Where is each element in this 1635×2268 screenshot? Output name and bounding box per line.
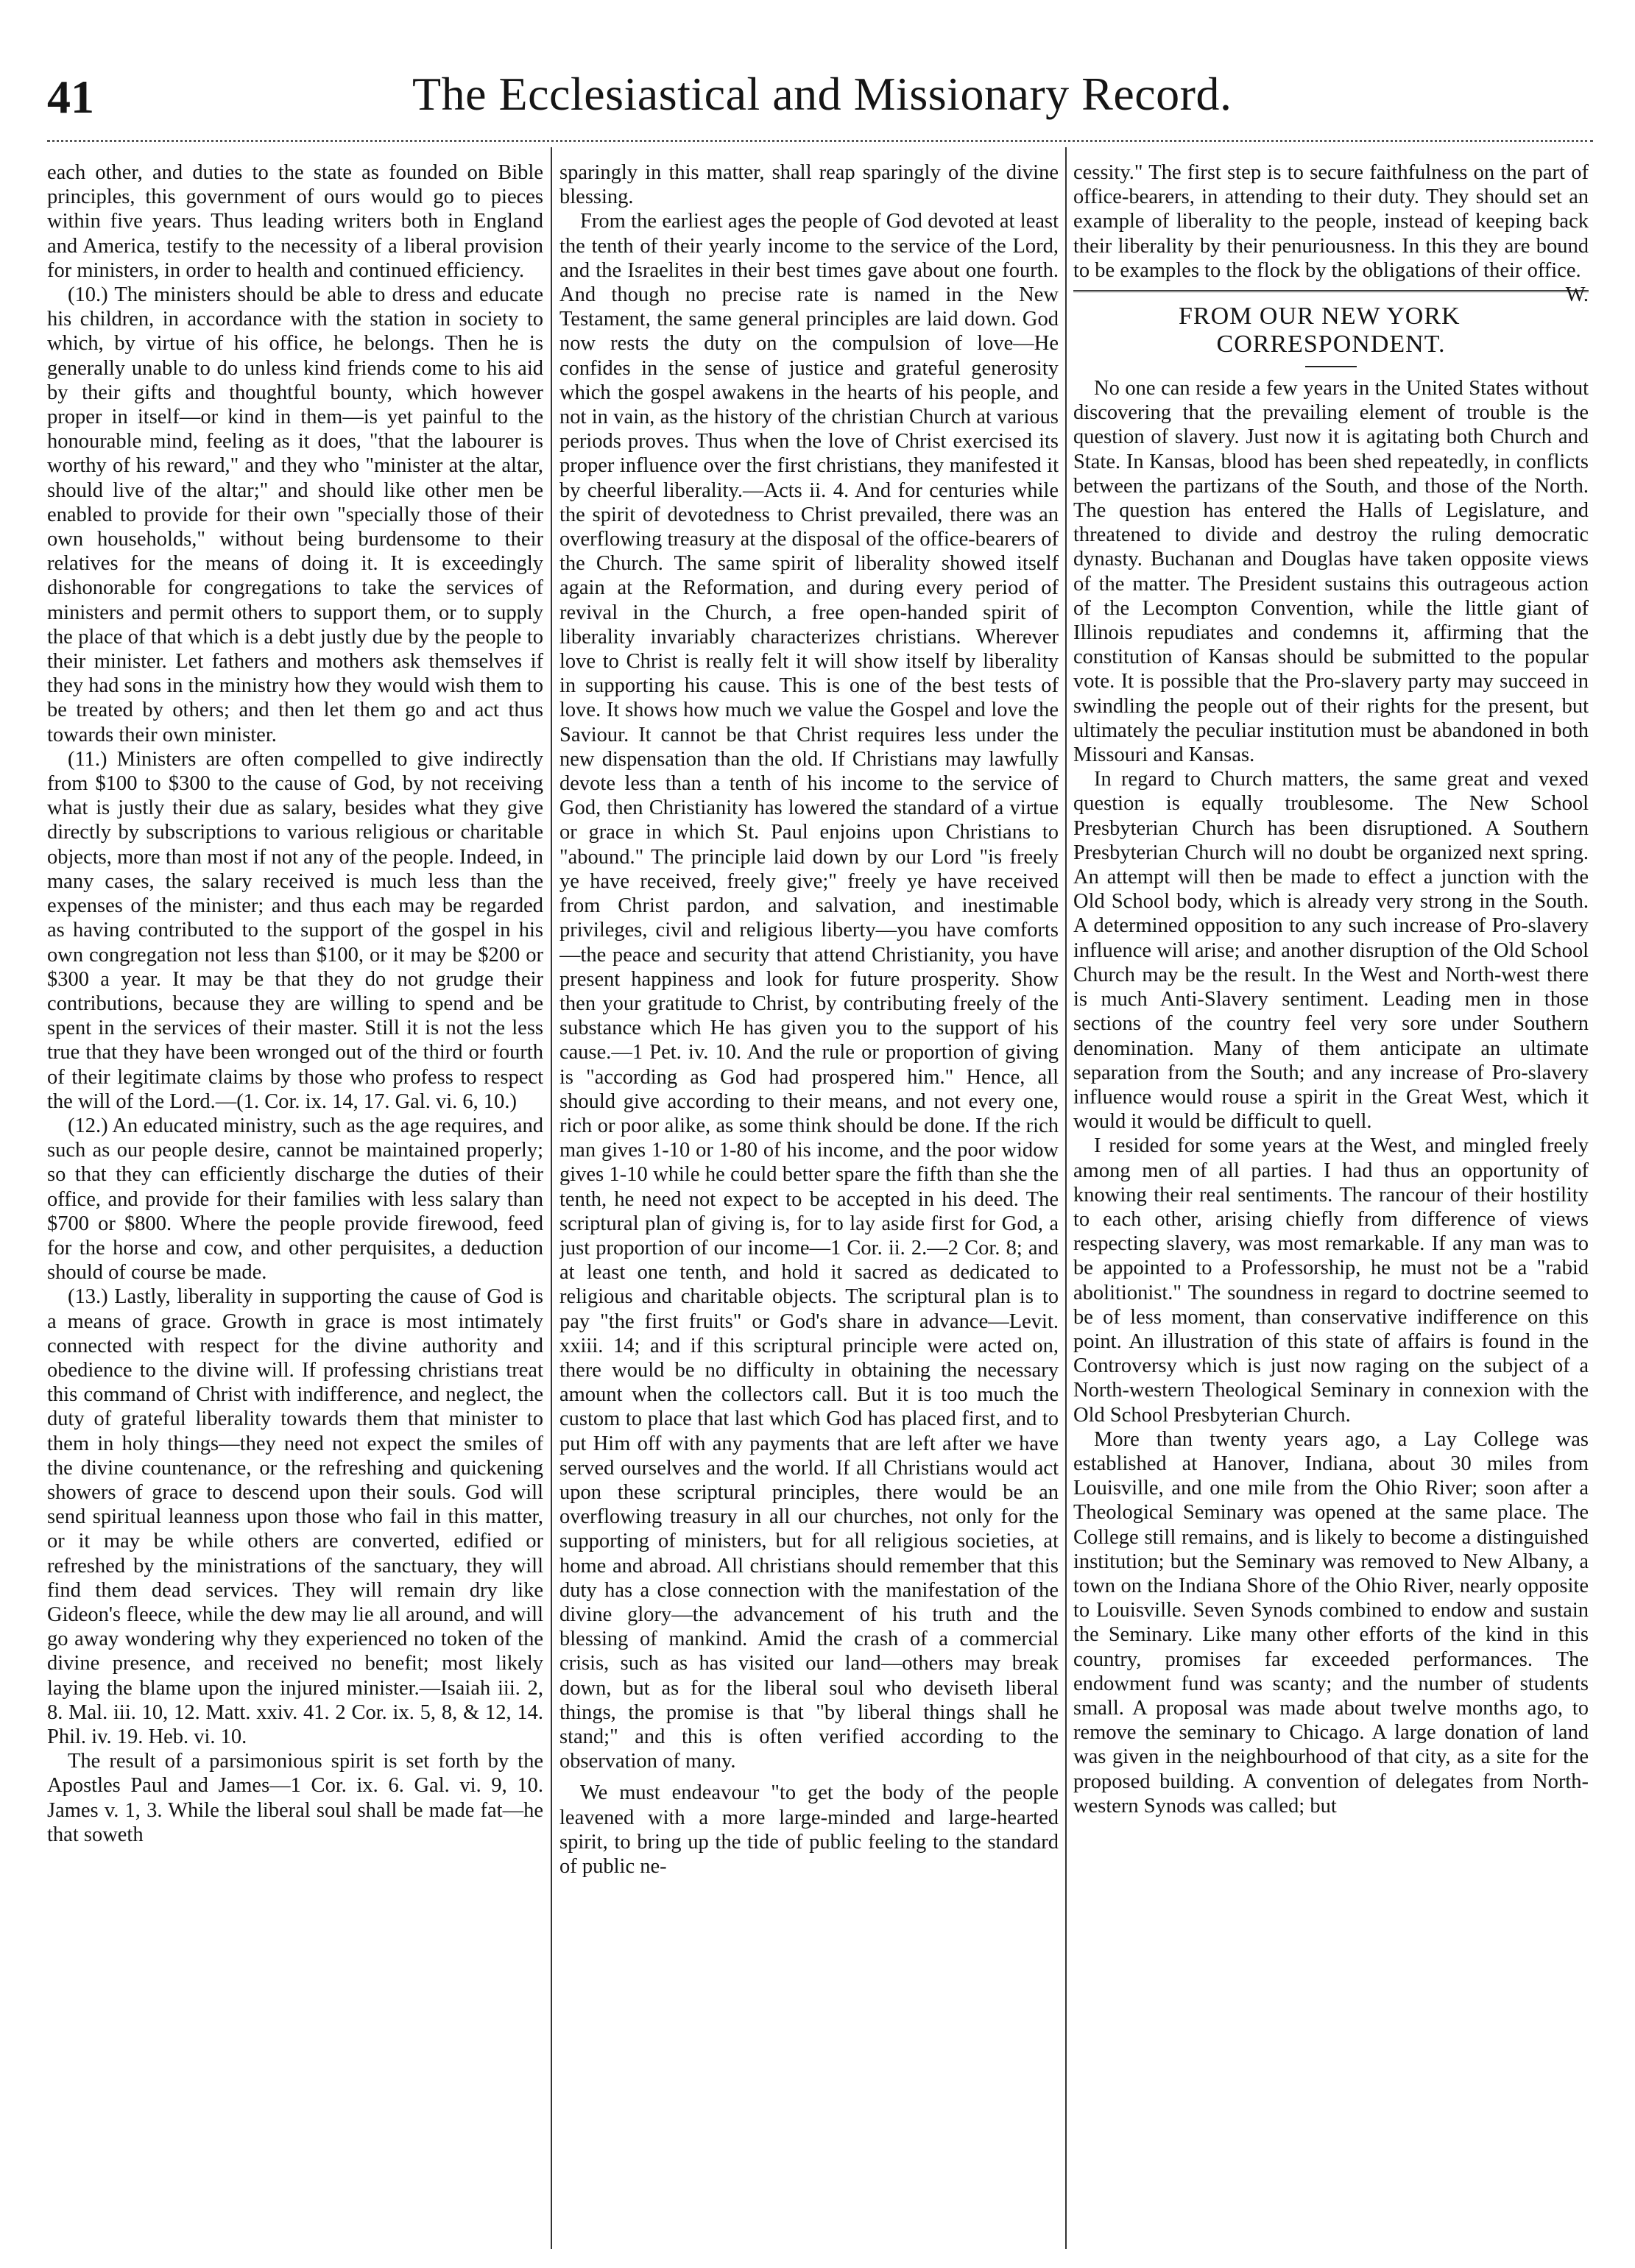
paragraph: (13.) Lastly, liberality in supporting the cause of God is a means of grace. Growth in grace is most intimately connected with respect for the divine authority and obedience to the divine will. If professing christians treat this command of Christ with indifference, and neglect, the duty of grateful liberality towards them that minister to them in holy things—they need not expect the smiles of the divine countenance, or the refreshing and quickening showers of grace to descend upon their souls. God will send spiritual leanness upon those who fail in this matter, or it may be while others are converted, edified or refreshed by the ministrations of the sanctuary, they will find them dead services. They will remain dry like Gideon's fleece, while the dew may lie all around, and will go away wondering why they experienced no token of the divine presence, and received no benefit; most likely laying the blame upon the injured minister.—Isaiah iii. 2, 8. Mal. iii. 10, 12. Matt. xxiv. 41. 2 Cor. ix. 5, 8, & 12, 14. Phil. iv. 19. Heb. vi. 10. (47, 1285, 543, 1748)
column-3-body (1073, 376, 1589, 1818)
column-3-intro (1073, 160, 1589, 307)
paragraph: I resided for some years at the West, and mingled freely among men of all parties. I had thus an opportunity of knowing their real sentiments. The rancour of their hostility to each other, arising chiefly from difference of views respecting slavery, was most remarkable. If any man was to be appointed to a Professorship, he must not be a "rabid abolitionist." The soundness in regard to doctrine seemed to be of less moment, than conservative indifference on this point. An illustration of this state of affairs is found in the Controversy which is just now raging on the subject of a North-western Theological Seminary in connexion with the Old School Presbyterian Church. (1073, 1134, 1589, 1427)
signature: W. (1565, 283, 1589, 307)
column-2 (559, 160, 1059, 2249)
paragraph: (11.) Ministers are often compelled to give indirectly from $100 to $300 to the cause of God, by not receiving what is justly their due as salary, besides what they give directly by subscriptions to various religious or charitable objects, more than most if not any of the people. Indeed, in many cases, the salary received is much less than the expenses of the minister; and thus each may be regarded as having contributed to the support of the gospel in his own congregation not less than $100, or it may be $200 or $300 a year. It may be that they do not grudge their contributions, because they are willing to spend and be spent in the services of their master. Still it is not the less true that they have been wronged out of the third or fourth of their legitimate claims by those who profess to respect the will of the Lord.—(1. Cor. ix. 14, 17. Gal. vi. 6, 10.) (47, 747, 543, 1113)
paragraph: each other, and duties to the state as founded on Bible principles, this government of ours would go to pieces within five years. Thus leading writers both in England and America, testify to the necessity of a liberal provision for ministers, in order to health and continued efficiency. (47, 161, 543, 282)
paragraph: sparingly in this matter, shall reap sparingly of the divine blessing. (559, 161, 1059, 209)
paragraph: We must endeavour "to get the body of the people leavened with a more large-minded and large-hearted spirit, to bring up the tide of public feeling to the standard of public ne- (559, 1781, 1059, 1879)
section-heading: FROM OUR NEW YORK CORRESPONDENT. (1073, 290, 1589, 358)
column-rule (551, 147, 552, 2249)
intro-text: cessity." The first step is to secure faithfulness on the part of office-bearers, in attending to their duty. They should set an example of liberality to the people, instead of keeping back their liberality by their penuriousness. In this they are bound to be examples to the flock by the obligations of their office. (1073, 161, 1589, 282)
column-rule (1065, 147, 1067, 2249)
column-3 (1073, 160, 1589, 2249)
running-title: The Ecclesiastical and Missionary Record. (412, 68, 1232, 120)
header-rule (47, 140, 1593, 142)
paragraph: No one can reside a few years in the United States without discovering that the prevailing element of trouble is the question of slavery. Just now it is agitating both Church and State. In Kansas, blood has been shed repeatedly, in conflicts between the partizans of the South, and those of the North. The question has entered the Halls of Legislature, and threatened to divide and destroy the ruling democratic dynasty. Buchanan and Douglas have taken opposite views of the matter. The President sustains this outrageous action of the Lecompton Convention, while the little giant of Illinois repudiates and condemns it, affirming that the constitution of Kansas should be submitted to the popular vote. It is possible that the Pro-slavery party may succeed in swindling the people out of their rights for the present, but ultimately the peculiar institution must be abandoned in both Missouri and Kansas. (1073, 377, 1589, 767)
paragraph: In regard to Church matters, the same great and vexed question is equally troublesome. The New School Presbyterian Church has been disruptioned. A Southern Presbyterian Church will no doubt be organized next spring. An attempt will then be made to effect a junction with the Old School body, which is already very strong in the South. A determined opposition to any such increase of Pro-slavery influence will arise; and another disruption of the Old School Church may be the result. In the West and North-west there is much Anti-Slavery sentiment. Leading men in those sections of the country feel very sore under Southern denomination. Many of them anticipate an ultimate separation from the South; and any increase of Pro-slavery influence would rouse a spirit in the Great West, which it would it would be difficult to quell. (1073, 768, 1589, 1134)
paragraph: The result of a parsimonious spirit is set forth by the Apostles Paul and James—1 Cor. ix. 6. Gal. vi. 9, 10. James v. 1, 3. While the liberal soul shall be made fat—he that soweth (47, 1750, 543, 1846)
column-1 (47, 160, 543, 2249)
page-number: 41 (47, 71, 94, 123)
paragraph: More than twenty years ago, a Lay College was established at Hanover, Indiana, about 30 miles from Louisville, and one mile from the Ohio River; soon after a Theological Seminary was opened at the same place. The College still remains, and is likely to become a distinguished institution; but the Seminary was removed to New Albany, a town on the Indiana Shore of the Ohio River, nearly opposite to Louisville. Seven Synods combined to endow and sustain the Seminary. Like many other efforts of the kind in this country, promises far exceeded performances. The endowment fund was scanty; and the number of students small. A proposal was made about twelve months ago, to remove the seminary to Chicago. A large donation of land was given in the neighbourhood of that city, as a site for the proposed building. A convention of delegates from North-western Synods was called; but (1073, 1427, 1589, 1817)
paragraph: From the earliest ages the people of God devoted at least the tenth of their yearly income to the service of the Lord, and the Israelites in their best times gave about one fourth. And though no precise rate is named in the New Testament, the same general principles are laid down. God now rests the duty on the compulsion of love—He confides in the sense of justice and grateful generosity which the gospel awakens in the hearts of his people, and not in vain, as the history of the christian Church at various periods proves. Thus when the love of Christ exercised its proper influence over the first christians, they manifested it by cheerful liberality.—Acts ii. 4. And for centuries while the spirit of devotedness to Christ prevailed, there was an overflowing treasury at the disposal of the office-bearers of the Church. The same spirit of liberality showed itself again at the Reformation, and during every period of revival in the Church, a free open-handed spirit of liberality invariably characterizes christians. Wherever love to Christ is really felt it will show itself by liberality in supporting his cause. This is one of the best tests of love. It shows how much we value the Gospel and love the Saviour. It cannot be that Christ requires less under the new dispensation than the old. If Christians may lawfully devote less than a tenth of his income to the service of God, then Christianity has lowered the standard of a virtue or grace in which St. Paul enjoins upon Christians to "abound." The principle laid down by our Lord "is freely ye have received, freely give;" freely ye have received from Christ pardon, and salvation, and inestimable privileges, civil and religious liberty—you have comforts—the peace and security that attend Christianity, you have present happiness and look for future prosperity. Show then your gratitude to Christ, by contributing freely of the substance which He has given you to the support of his cause.—1 Pet. iv. 10. And the rule or proportion of giving is "according as God had prospered him." Hence, all should give according to their means, and not every one, rich or poor alike, as some think should be done. If the rich man gives 1-10 or 1-80 of his income, and the poor widow gives 1-10 while he could better spare the fifth than she the tenth, he need not expect to be accepted in his deed. The scriptural plan of giving is, for to lay aside first for God, a just proportion of our income—1 Cor. ii. 2.—2 Cor. 8; and at least one tenth, and hold it sacred as dedicated to religious and charitable objects. The scriptural plan is to pay "the first fruits" or God's share in advance—Levit. xxiii. 14; and if this scriptural principle were acted on, there would be no difficulty in obtaining the necessary amount when the collectors call. But it is too much the custom to place that last which God has placed first, and to put Him off with any payments that are left after we have served ourselves and the world. If all Christians would act upon these scriptural principles, there would be an overflowing treasury in all our churches, not only for the supporting of ministers, but for all religious societies, at home and abroad. All christians should remember that this duty has a close connection with the manifestation of the divine glory—the advancement of his truth and the blessing of mankind. Amid the crash of a commercial crisis, such as has visited our land—others may break down, but as for the liberal soul who deviseth liberal things, the promise is that "by liberal things shall he stand;" and this is often verified according to the observation of many. (559, 210, 1059, 1773)
paragraph: (10.) The ministers should be able to dress and educate his children, in accordance with the station in society to which, by virtue of his office, he belongs. Then he is generally unable to do unless kind friends come to his aid by their gifts and thoughtful bounty, which however proper in itself—or kind in them—is yet painful to the honourable mind, feeling as it does, "that the labourer is worthy of his reward," and they who "minister at the altar, should live of the altar;" and should like other men be enabled to provide for their own "specially those of their own households," without being burdensome to their relatives for the means of doing it. It is exceedingly dishonorable for congregations to take the services of ministers and permit others to support them, or to supply the place of that which is a debt justly due by the people to their minister. Let fathers and mothers ask themselves if they had sons in the ministry how they would wish them to be treated by others; and then let them go and act thus towards their own minister. (47, 283, 543, 746)
paragraph: (12.) An educated ministry, such as the age requires, and such as our people desire, cannot be maintained properly; so that they can efficiently discharge the duties of their office, and provide for their families with less salary than $700 or $800. Where the people provide firewood, feed for the horse and cow, and other perquisites, a deduction should of course be made. (47, 1114, 543, 1285)
heading-rule (1305, 366, 1357, 367)
